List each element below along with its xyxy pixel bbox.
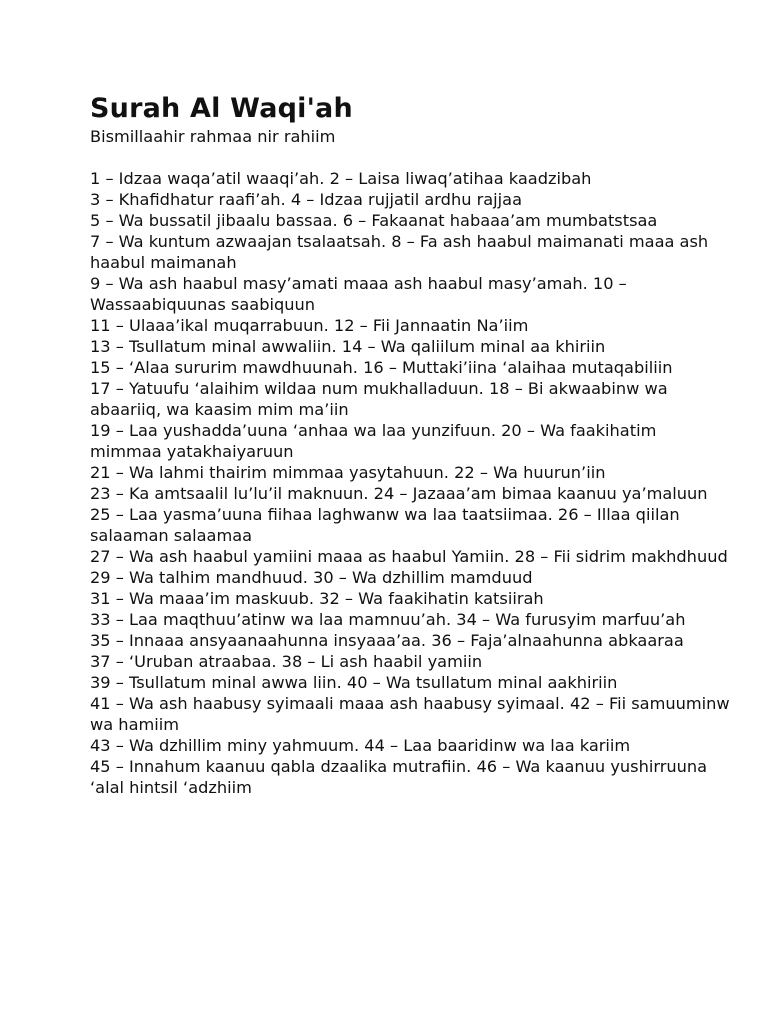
verse-line: 1 – Idzaa waqa’atil waaqi’ah. 2 – Laisa liwaq’atihaa kaadzibah [90, 169, 592, 188]
verse-line: 25 – Laa yasma’uuna fiihaa laghwanw wa laa taatsiimaa. 26 – Illaa qiilan salaaman salaamaa [90, 505, 680, 545]
document-page [90, 92, 730, 798]
verse-line: 29 – Wa talhim mandhuud. 30 – Wa dzhillim mamduud [90, 568, 533, 587]
verse-line: 37 – ‘Uruban atraabaa. 38 – Li ash haabil yamiin [90, 652, 483, 671]
verse-line: 45 – Innahum kaanuu qabla dzaalika mutrafiin. 46 – Wa kaanuu yushirruuna ‘alal hintsil ‘adzhiim [90, 757, 708, 797]
verse-line: 35 – Innaaa ansyaanaahunna insyaaa’aa. 36 – Faja’alnaahunna abkaaraa [90, 631, 684, 650]
verse-line: 17 – Yatuufu ‘alaihim wildaa num mukhalladuun. 18 – Bi akwaabinw wa abaariiq, wa kaasim mim ma’iin [90, 379, 668, 419]
document-title: Surah Al Waqi'ah [90, 93, 353, 124]
verse-line: 43 – Wa dzhillim miny yahmuum. 44 – Laa baaridinw wa laa kariim [90, 736, 631, 755]
verse-line: 23 – Ka amtsaalil lu’lu’il maknuun. 24 – Jazaaa’am bimaa kaanuu ya’maluun [90, 484, 708, 503]
verse-line: 15 – ‘Alaa sururim mawdhuunah. 16 – Muttaki’iina ‘alaihaa mutaqabiliin [90, 358, 673, 377]
verse-line: 33 – Laa maqthuu’atinw wa laa mamnuu’ah. 34 – Wa furusyim marfuu’ah [90, 610, 686, 629]
verse-line: 41 – Wa ash haabusy syimaali maaa ash haabusy syimaal. 42 – Fii samuuminw wa hamiim [90, 694, 730, 734]
verse-line: 13 – Tsullatum minal awwaliin. 14 – Wa qaliilum minal aa khiriin [90, 337, 606, 356]
document-subtitle: Bismillaahir rahmaa nir rahiim [90, 127, 336, 146]
verse-line: 39 – Tsullatum minal awwa liin. 40 – Wa tsullatum minal aakhiriin [90, 673, 618, 692]
verse-line: 31 – Wa maaa’im maskuub. 32 – Wa faakihatin katsiirah [90, 589, 544, 608]
verse-line: 19 – Laa yushadda’uuna ‘anhaa wa laa yunzifuun. 20 – Wa faakihatim mimmaa yatakhaiyaruun [90, 421, 657, 461]
verse-line: 27 – Wa ash haabul yamiini maaa as haabul Yamiin. 28 – Fii sidrim makhdhuud [90, 547, 728, 566]
verse-line: 7 – Wa kuntum azwaajan tsalaatsah. 8 – Fa ash haabul maimanati maaa ash haabul maimanah [90, 232, 709, 272]
verse-line: 9 – Wa ash haabul masy’amati maaa ash haabul masy’amah. 10 – Wassaabiquunas saabiquun [90, 274, 627, 314]
verse-line: 11 – Ulaaa’ikal muqarrabuun. 12 – Fii Jannaatin Na’iim [90, 316, 529, 335]
verse-line: 21 – Wa lahmi thairim mimmaa yasytahuun. 22 – Wa huurun’iin [90, 463, 606, 482]
verse-line: 3 – Khafidhatur raafi’ah. 4 – Idzaa rujjatil ardhu rajjaa [90, 190, 523, 209]
verse-list [90, 168, 730, 798]
verse-line: 5 – Wa bussatil jibaalu bassaa. 6 – Fakaanat habaaa’am mumbatstsaa [90, 211, 658, 230]
